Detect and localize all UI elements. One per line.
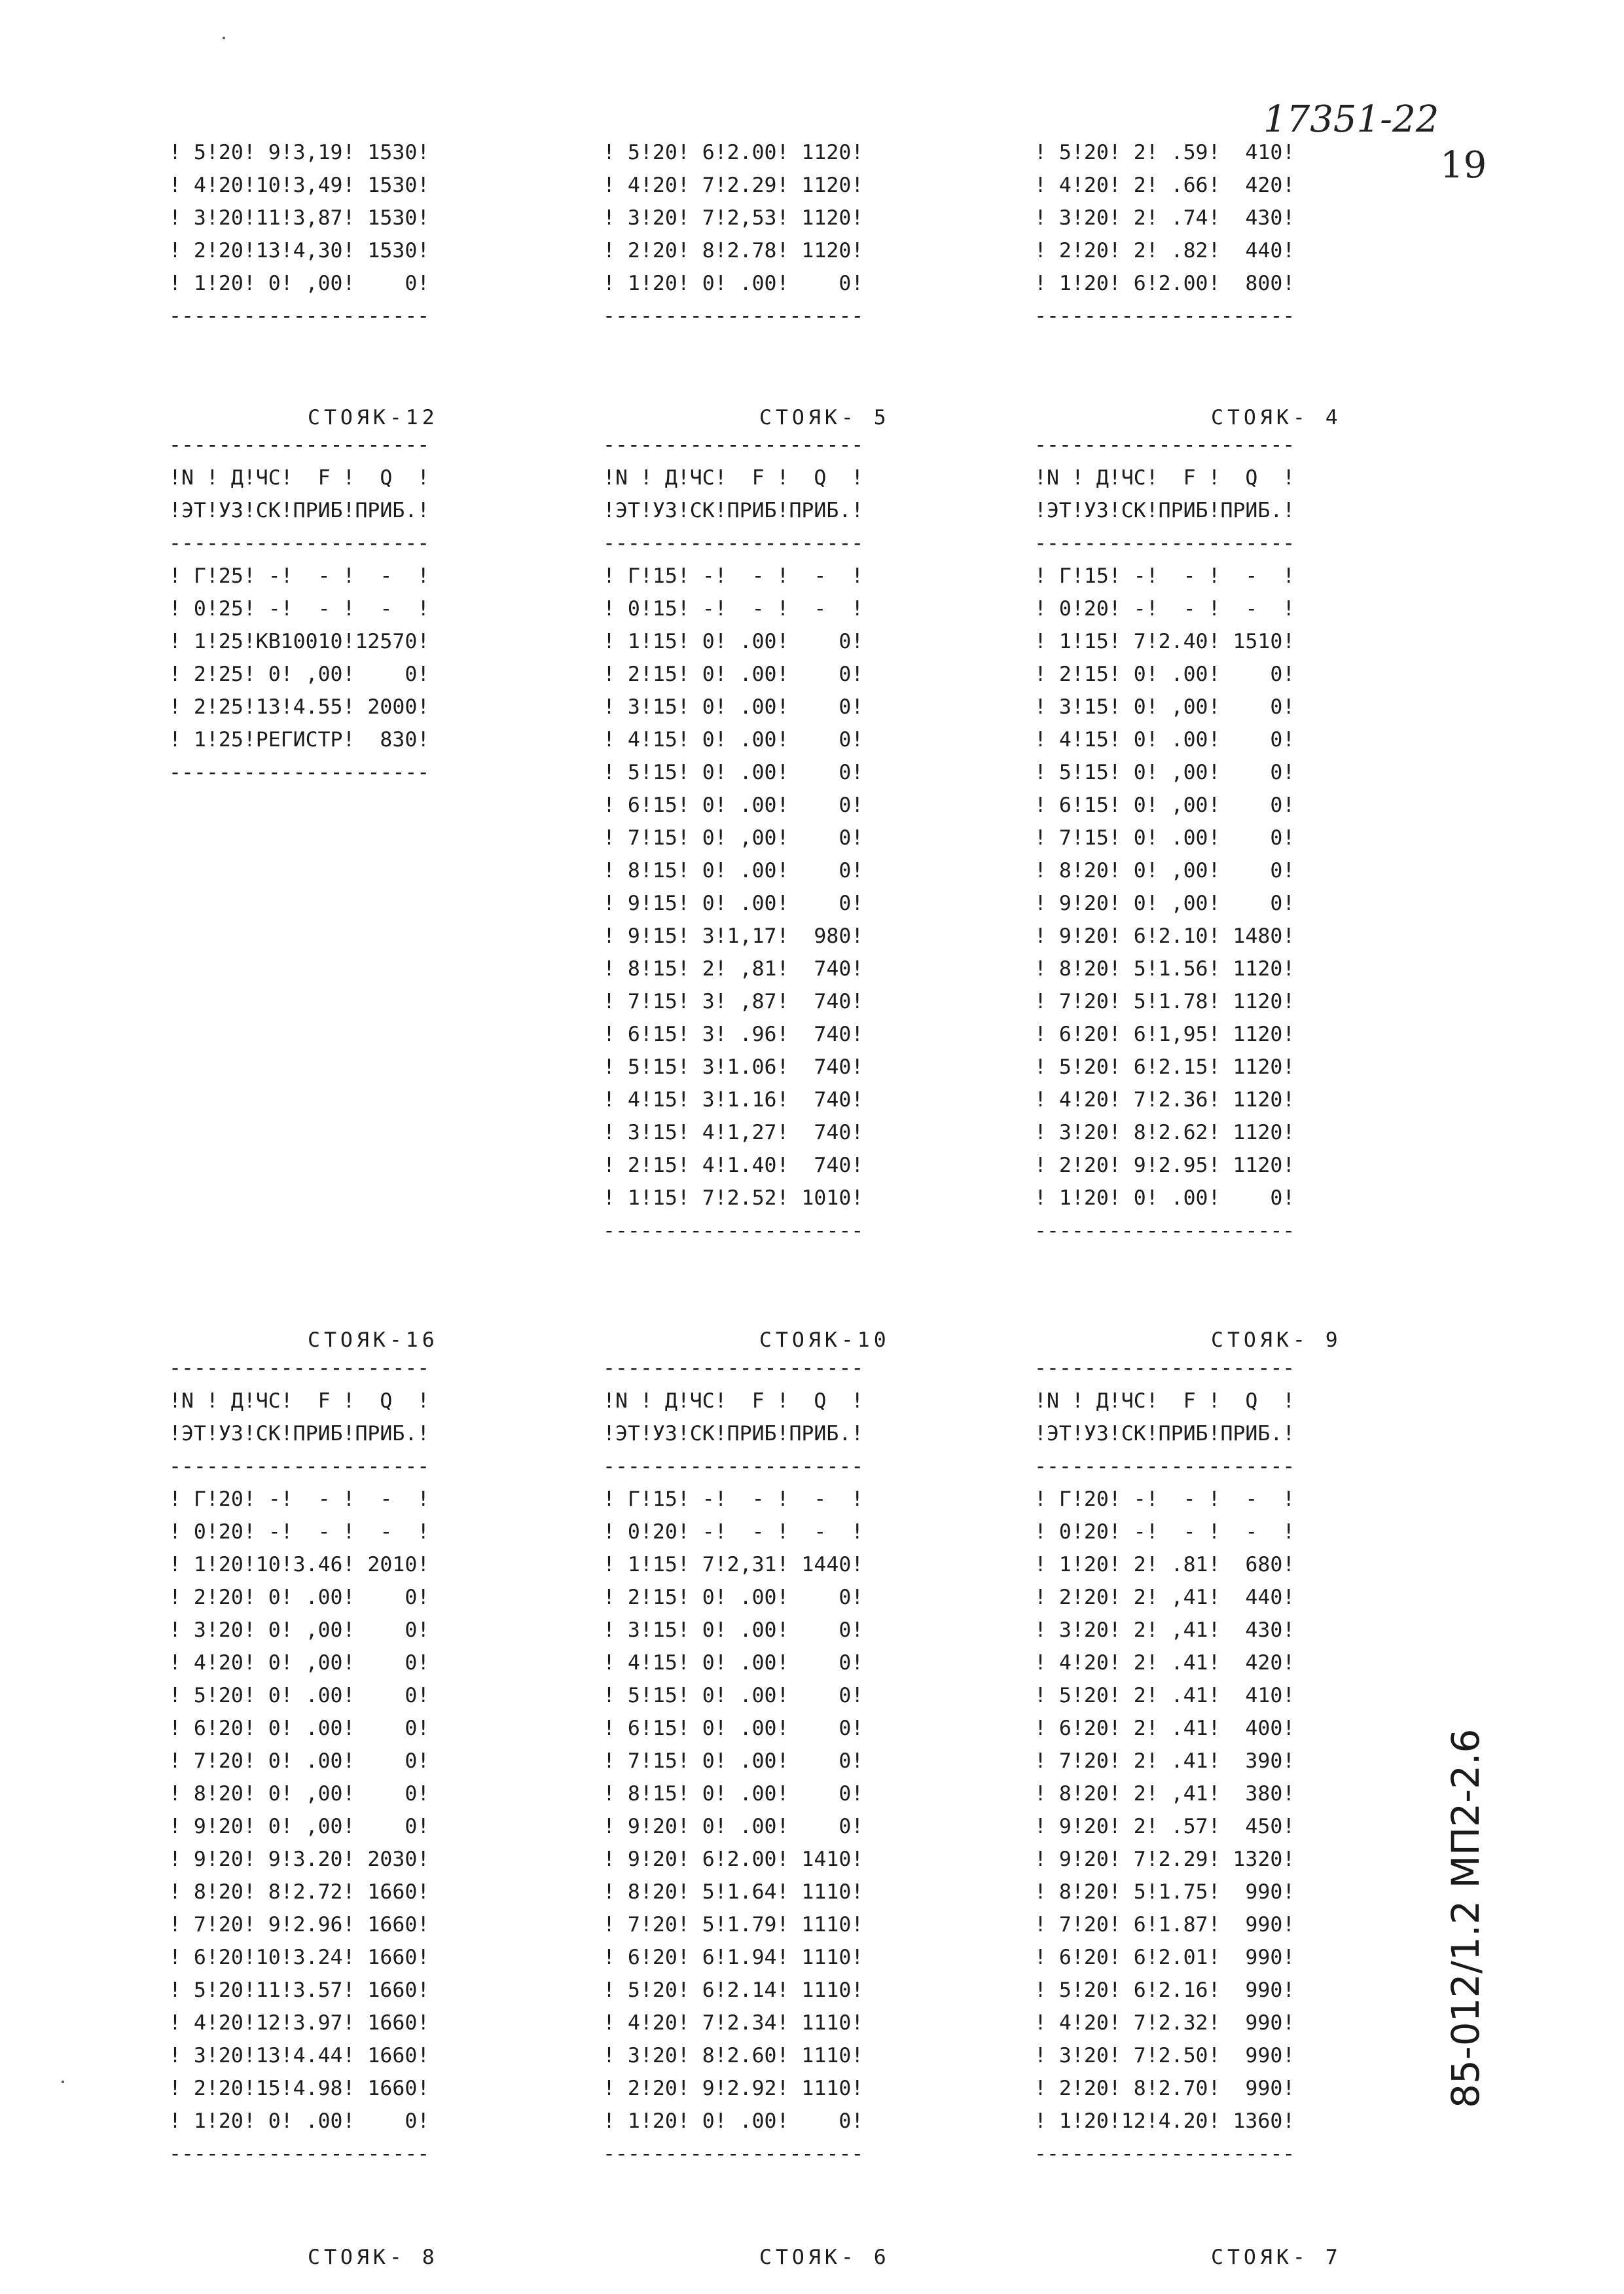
table-row: !ЭТ!УЗ!СК!ПРИБ!ПРИБ.!	[603, 499, 864, 522]
table-row: ! 4!20! 2! .66! 420!	[1034, 173, 1295, 197]
table-row: ! 2!25! 0! ,00! 0!	[169, 663, 430, 686]
table-row: ! 2!15! 4!1.40! 740!	[603, 1154, 864, 1177]
table-row: ! 9!15! 0! .00! 0!	[603, 892, 864, 915]
riser-table-5	[603, 429, 863, 1247]
table-row: ! 4!20! 2! .41! 420!	[1034, 1651, 1295, 1675]
table-row: ! 3!20!11!3,87! 1530!	[169, 206, 430, 230]
table-row: ! 6!15! 0! .00! 0!	[603, 1717, 864, 1740]
riser-title-16: СТОЯК-16	[308, 1328, 439, 1352]
table-row: ! 3!15! 0! .00! 0!	[603, 695, 864, 719]
table-row: ! 5!20! 9!3,19! 1530!	[169, 141, 430, 164]
table-row: ! 3!20!13!4.44! 1660!	[169, 2044, 430, 2067]
section-1-col-2	[603, 136, 863, 333]
table-row: ! 8!20! 0! ,00! 0!	[1034, 859, 1295, 883]
table-rule: ---------------------	[603, 532, 864, 555]
table-rule: ---------------------	[1034, 532, 1295, 555]
table-row: ! 6!15! 0! .00! 0!	[603, 793, 864, 817]
table-row: ! Г!15! -! - ! - !	[603, 1487, 864, 1511]
table-row: ! 8!15! 2! ,81! 740!	[603, 957, 864, 981]
table-row: ! 4!15! 3!1.16! 740!	[603, 1088, 864, 1112]
table-row: ! 3!20! 2! .74! 430!	[1034, 206, 1295, 230]
table-row: ! 5!20! 2! .59! 410!	[1034, 141, 1295, 164]
riser-table-4	[1034, 429, 1295, 1247]
table-rule: ---------------------	[169, 532, 430, 555]
table-rule: ---------------------	[1034, 433, 1295, 457]
table-row: !N ! Д!ЧС! F ! Q !	[603, 466, 864, 490]
table-row: ! 2!20!15!4.98! 1660!	[169, 2077, 430, 2100]
table-row: ! 0!25! -! - ! - !	[169, 597, 430, 621]
table-row: ! 7!20! 0! .00! 0!	[169, 1749, 430, 1773]
table-row: ! 2!15! 0! .00! 0!	[1034, 663, 1295, 686]
table-row: ! 3!20! 8!2.62! 1120!	[1034, 1121, 1295, 1144]
table-row: ! 0!15! -! - ! - !	[603, 597, 864, 621]
table-row: ! Г!20! -! - ! - !	[169, 1487, 430, 1511]
table-row: ! 6!20! 6!1,95! 1120!	[1034, 1023, 1295, 1046]
table-row: ! 0!20! -! - ! - !	[1034, 1520, 1295, 1544]
table-row: ! Г!15! -! - ! - !	[1034, 564, 1295, 588]
table-row: !ЭТ!УЗ!СК!ПРИБ!ПРИБ.!	[169, 1422, 430, 1446]
table-row: ! 3!15! 0! ,00! 0!	[1034, 695, 1295, 719]
table-row: ! 6!20! 0! .00! 0!	[169, 1717, 430, 1740]
table-row: ! 8!15! 0! .00! 0!	[603, 1782, 864, 1806]
handwritten-page-number: 19	[1440, 144, 1487, 187]
table-row: ! 4!20! 7!2.32! 990!	[1034, 2011, 1295, 2035]
riser-table-9	[1034, 1352, 1295, 2170]
section-1-col-1	[169, 136, 429, 333]
table-row: ! 5!20! 6!2.15! 1120!	[1034, 1055, 1295, 1079]
table-row: ! 4!20! 7!2.34! 1110!	[603, 2011, 864, 2035]
table-row: ! 6!15! 3! .96! 740!	[603, 1023, 864, 1046]
handwritten-doc-number: 17351-22	[1263, 98, 1439, 141]
table-row: ! 1!20! 0! ,00! 0!	[169, 272, 430, 295]
table-row: ! 7!20! 5!1.78! 1120!	[1034, 990, 1295, 1013]
table-row: ! 2!20! 9!2.92! 1110!	[603, 2077, 864, 2100]
table-row: ! 3!15! 0! .00! 0!	[603, 1618, 864, 1642]
table-row: ! 5!20! 6!2.00! 1120!	[603, 141, 864, 164]
riser-table-12	[169, 429, 429, 789]
table-row: ! 1!20!12!4.20! 1360!	[1034, 2109, 1295, 2133]
table-row: ! 7!15! 0! ,00! 0!	[603, 826, 864, 850]
table-row: !ЭТ!УЗ!СК!ПРИБ!ПРИБ.!	[169, 499, 430, 522]
table-rule: ---------------------	[603, 2142, 864, 2166]
table-row: ! 4!20!12!3.97! 1660!	[169, 2011, 430, 2035]
table-row: ! 8!20! 5!1.56! 1120!	[1034, 957, 1295, 981]
table-row: !N ! Д!ЧС! F ! Q !	[169, 1389, 430, 1413]
table-row: ! 4!20! 7!2.36! 1120!	[1034, 1088, 1295, 1112]
riser-title-4: СТОЯК- 4	[1211, 406, 1342, 429]
table-row: ! 1!20! 0! .00! 0!	[169, 2109, 430, 2133]
table-row: !N ! Д!ЧС! F ! Q !	[1034, 1389, 1295, 1413]
table-row: ! 2!20! 0! .00! 0!	[169, 1586, 430, 1609]
table-rule: ---------------------	[169, 304, 430, 328]
table-row: ! 2!20!13!4,30! 1530!	[169, 239, 430, 263]
table-row: ! 4!20! 7!2.29! 1120!	[603, 173, 864, 197]
table-row: ! 6!20! 2! .41! 400!	[1034, 1717, 1295, 1740]
table-row: ! 9!15! 3!1,17! 980!	[603, 924, 864, 948]
table-rule: ---------------------	[169, 2142, 430, 2166]
table-row: ! 8!20! 5!1.75! 990!	[1034, 1880, 1295, 1904]
table-row: ! 7!15! 0! .00! 0!	[1034, 826, 1295, 850]
table-row: ! 5!15! 3!1.06! 740!	[603, 1055, 864, 1079]
table-row: ! 6!20!10!3.24! 1660!	[169, 1946, 430, 1969]
scan-speck	[62, 2081, 64, 2083]
table-row: ! 3!20! 2! ,41! 430!	[1034, 1618, 1295, 1642]
table-row: ! 9!20! 0! .00! 0!	[603, 1815, 864, 1838]
table-row: !ЭТ!УЗ!СК!ПРИБ!ПРИБ.!	[1034, 499, 1295, 522]
table-row: ! 2!20! 8!2.78! 1120!	[603, 239, 864, 263]
table-row: ! 9!20! 2! .57! 450!	[1034, 1815, 1295, 1838]
table-row: ! 1!20! 2! .81! 680!	[1034, 1553, 1295, 1576]
table-row: ! 4!15! 0! .00! 0!	[1034, 728, 1295, 752]
table-row: ! 5!15! 0! .00! 0!	[603, 761, 864, 784]
table-row: ! 5!15! 0! ,00! 0!	[1034, 761, 1295, 784]
riser-title-9: СТОЯК- 9	[1211, 1328, 1342, 1352]
table-rule: ---------------------	[603, 433, 864, 457]
riser-title-8: СТОЯК- 8	[308, 2246, 439, 2269]
table-row: ! 1!20!10!3.46! 2010!	[169, 1553, 430, 1576]
table-rule: ---------------------	[1034, 1356, 1295, 1380]
table-rule: ---------------------	[169, 433, 430, 457]
table-row: ! 7!20! 5!1.79! 1110!	[603, 1913, 864, 1937]
table-row: ! Г!15! -! - ! - !	[603, 564, 864, 588]
table-row: ! 9!20! 0! ,00! 0!	[169, 1815, 430, 1838]
table-row: ! 1!20! 0! .00! 0!	[603, 2109, 864, 2133]
table-rule: ---------------------	[169, 1455, 430, 1478]
table-row: ! 2!15! 0! .00! 0!	[603, 1586, 864, 1609]
table-rule: ---------------------	[1034, 1219, 1295, 1243]
table-row: ! 4!15! 0! .00! 0!	[603, 728, 864, 752]
table-row: ! 0!20! -! - ! - !	[603, 1520, 864, 1544]
table-row: ! 6!15! 0! ,00! 0!	[1034, 793, 1295, 817]
table-row: ! 7!15! 3! ,87! 740!	[603, 990, 864, 1013]
side-document-code: 85-012/1.2 МП2-2.6	[1443, 1728, 1488, 2108]
table-row: ! 0!20! -! - ! - !	[1034, 597, 1295, 621]
table-row: ! 4!15! 0! .00! 0!	[603, 1651, 864, 1675]
table-row: ! 5!20!11!3.57! 1660!	[169, 1978, 430, 2002]
table-row: ! 8!20! 8!2.72! 1660!	[169, 1880, 430, 1904]
table-row: ! 1!15! 7!2.40! 1510!	[1034, 630, 1295, 653]
table-row: !ЭТ!УЗ!СК!ПРИБ!ПРИБ.!	[1034, 1422, 1295, 1446]
table-row: ! 5!20! 6!2.16! 990!	[1034, 1978, 1295, 2002]
riser-table-16	[169, 1352, 429, 2170]
table-row: ! 4!20!10!3,49! 1530!	[169, 173, 430, 197]
table-row: ! 5!20! 0! .00! 0!	[169, 1684, 430, 1707]
section-1-col-3	[1034, 136, 1295, 333]
table-rule: ---------------------	[1034, 304, 1295, 328]
table-rule: ---------------------	[1034, 2142, 1295, 2166]
table-row: ! 9!20! 9!3.20! 2030!	[169, 1848, 430, 1871]
table-row: ! 5!20! 2! .41! 410!	[1034, 1684, 1295, 1707]
table-row: ! 2!15! 0! .00! 0!	[603, 663, 864, 686]
table-row: ! 1!15! 0! .00! 0!	[603, 630, 864, 653]
table-row: ! 0!20! -! - ! - !	[169, 1520, 430, 1544]
riser-title-6: СТОЯК- 6	[759, 2246, 890, 2269]
table-row: ! 3!20! 8!2.60! 1110!	[603, 2044, 864, 2067]
table-row: ! 5!15! 0! .00! 0!	[603, 1684, 864, 1707]
table-row: ! Г!25! -! - ! - !	[169, 564, 430, 588]
table-row: ! 7!15! 0! .00! 0!	[603, 1749, 864, 1773]
riser-title-12: СТОЯК-12	[308, 406, 439, 429]
table-row: ! 8!20! 2! ,41! 380!	[1034, 1782, 1295, 1806]
table-row: ! 2!25!13!4.55! 2000!	[169, 695, 430, 719]
table-row: ! 2!20! 9!2.95! 1120!	[1034, 1154, 1295, 1177]
riser-title-7: СТОЯК- 7	[1211, 2246, 1342, 2269]
table-row: ! 1!15! 7!2,31! 1440!	[603, 1553, 864, 1576]
table-row: ! 7!20! 9!2.96! 1660!	[169, 1913, 430, 1937]
riser-title-5: СТОЯК- 5	[759, 406, 890, 429]
scan-speck	[223, 37, 225, 39]
table-row: ! 5!20! 6!2.14! 1110!	[603, 1978, 864, 2002]
table-row: !ЭТ!УЗ!СК!ПРИБ!ПРИБ.!	[603, 1422, 864, 1446]
table-row: !N ! Д!ЧС! F ! Q !	[603, 1389, 864, 1413]
table-row: !N ! Д!ЧС! F ! Q !	[169, 466, 430, 490]
table-row: ! 3!20! 7!2,53! 1120!	[603, 206, 864, 230]
table-row: ! 1!25!РЕГИСТР! 830!	[169, 728, 430, 752]
table-rule: ---------------------	[603, 1455, 864, 1478]
table-row: ! 8!20! 0! ,00! 0!	[169, 1782, 430, 1806]
riser-table-10	[603, 1352, 863, 2170]
table-row: ! 9!20! 7!2.29! 1320!	[1034, 1848, 1295, 1871]
riser-title-10: СТОЯК-10	[759, 1328, 890, 1352]
table-row: ! 7!20! 2! .41! 390!	[1034, 1749, 1295, 1773]
table-row: ! 1!20! 0! .00! 0!	[603, 272, 864, 295]
table-row: ! 8!15! 0! .00! 0!	[603, 859, 864, 883]
table-row: ! 1!25!КВ10010!12570!	[169, 630, 430, 653]
table-row: ! 3!20! 0! ,00! 0!	[169, 1618, 430, 1642]
table-rule: ---------------------	[603, 304, 864, 328]
table-row: ! 1!20! 0! .00! 0!	[1034, 1186, 1295, 1210]
table-row: ! Г!20! -! - ! - !	[1034, 1487, 1295, 1511]
table-row: ! 3!20! 7!2.50! 990!	[1034, 2044, 1295, 2067]
table-rule: ---------------------	[603, 1356, 864, 1380]
table-row: ! 7!20! 6!1.87! 990!	[1034, 1913, 1295, 1937]
table-row: ! 4!20! 0! ,00! 0!	[169, 1651, 430, 1675]
table-rule: ---------------------	[169, 1356, 430, 1380]
table-row: ! 9!20! 6!2.10! 1480!	[1034, 924, 1295, 948]
table-rule: ---------------------	[169, 761, 430, 784]
table-rule: ---------------------	[603, 1219, 864, 1243]
table-row: ! 3!15! 4!1,27! 740!	[603, 1121, 864, 1144]
table-row: ! 1!15! 7!2.52! 1010!	[603, 1186, 864, 1210]
table-row: ! 8!20! 5!1.64! 1110!	[603, 1880, 864, 1904]
table-row: ! 1!20! 6!2.00! 800!	[1034, 272, 1295, 295]
table-row: ! 2!20! 2! .82! 440!	[1034, 239, 1295, 263]
table-row: ! 2!20! 2! ,41! 440!	[1034, 1586, 1295, 1609]
table-row: !N ! Д!ЧС! F ! Q !	[1034, 466, 1295, 490]
table-row: ! 9!20! 0! ,00! 0!	[1034, 892, 1295, 915]
table-row: ! 2!20! 8!2.70! 990!	[1034, 2077, 1295, 2100]
table-row: ! 6!20! 6!2.01! 990!	[1034, 1946, 1295, 1969]
table-rule: ---------------------	[1034, 1455, 1295, 1478]
table-row: ! 9!20! 6!2.00! 1410!	[603, 1848, 864, 1871]
table-row: ! 6!20! 6!1.94! 1110!	[603, 1946, 864, 1969]
